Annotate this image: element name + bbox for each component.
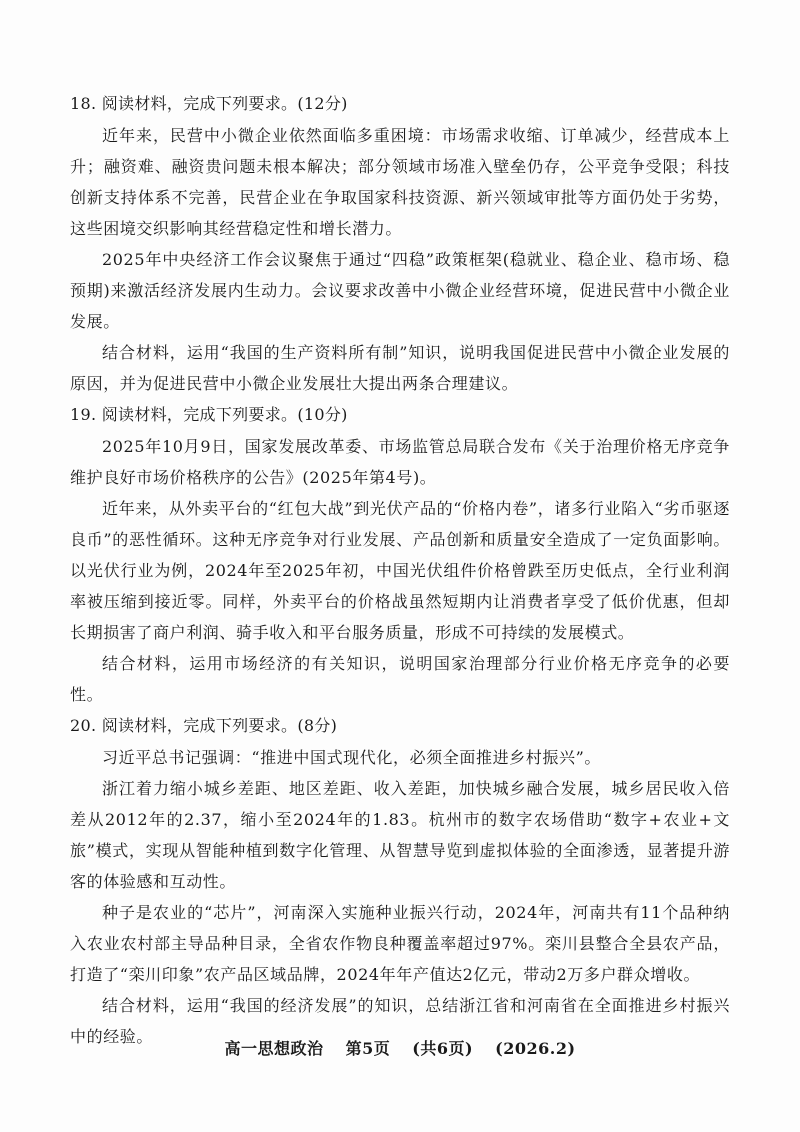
material-paragraph: 2025年10月9日，国家发展改革委、市场监管总局联合发布《关于治理价格无序竞争维护良好市场价格秩序的公告》(2025年第4号)。 — [70, 437, 730, 487]
footer-subject: 高一思想政治 — [224, 1039, 324, 1058]
question-18 — [70, 88, 730, 399]
footer-date: (2026.2) — [495, 1039, 576, 1058]
footer-page-number: 第5页 — [345, 1039, 391, 1058]
footer-total-pages: (共6页) — [412, 1039, 474, 1058]
question-heading: 19. 阅读材料，完成下列要求。(10分) — [70, 405, 348, 424]
material-paragraph: 2025年中央经济工作会议聚焦于通过“四稳”政策框架(稳就业、稳企业、稳市场、稳预期)来激活经济发展内生动力。会议要求改善中小微企业经营环境，促进民营中小微企业发展。 — [70, 250, 730, 331]
question-requirement: 结合材料，运用市场经济的有关知识，说明国家治理部分行业价格无序竞争的必要性。 — [70, 654, 730, 704]
question-heading: 20. 阅读材料，完成下列要求。(8分) — [70, 716, 338, 735]
material-paragraph: 习近平总书记强调：“推进中国式现代化，必须全面推进乡村振兴”。 — [102, 748, 601, 767]
page-footer — [0, 1036, 800, 1059]
material-paragraph: 浙江着力缩小城乡差距、地区差距、收入差距，加快城乡融合发展，城乡居民收入倍差从2012年的2.37，缩小至2024年的1.83。杭州市的数字农场借助“数字+农业+文旅”模式，实现从智能种植到数字化管理、从智慧导览到虚拟体验的全面渗透，显著提升游客的体验感和互动性。 — [70, 779, 730, 891]
material-paragraph: 种子是农业的“芯片”，河南深入实施种业振兴行动，2024年，河南共有11个品种纳入农业农村部主导品种目录，全省农作物良种覆盖率超过97%。栾川县整合全县农产品，打造了“栾川印象”农产品区域品牌，2024年年产值达2亿元，带动2万多户群众增收。 — [70, 903, 730, 984]
page-content — [70, 88, 730, 1052]
question-requirement: 结合材料，运用“我国的生产资料所有制”知识，说明我国促进民营中小微企业发展的原因，并为促进民营中小微企业发展壮大提出两条合理建议。 — [70, 343, 730, 393]
material-paragraph: 近年来，民营中小微企业依然面临多重困境：市场需求收缩、订单减少，经营成本上升；融资难、融资贵问题未根本解决；部分领域市场准入壁垒仍存，公平竞争受限；科技创新支持体系不完善，民营企业在争取国家科技资源、新兴领域审批等方面仍处于劣势，这些困境交织影响其经营稳定性和增长潜力。 — [70, 126, 730, 238]
question-19 — [70, 399, 730, 710]
question-heading: 18. 阅读材料，完成下列要求。(12分) — [70, 94, 348, 113]
question-20 — [70, 710, 730, 1052]
question-requirement: 结合材料，运用“我国的经济发展”的知识，总结浙江省和河南省在全面推进乡村振兴中的经验。 — [70, 996, 730, 1046]
material-paragraph: 近年来，从外卖平台的“红包大战”到光伏产品的“价格内卷”，诸多行业陷入“劣币驱逐良币”的恶性循环。这种无序竞争对行业发展、产品创新和质量安全造成了一定负面影响。以光伏行业为例，2024年至2025年初，中国光伏组件价格曾跌至历史低点，全行业利润率被压缩到接近零。同样，外卖平台的价格战虽然短期内让消费者享受了低价优惠，但却长期损害了商户利润、骑手收入和平台服务质量，形成不可持续的发展模式。 — [70, 499, 730, 642]
